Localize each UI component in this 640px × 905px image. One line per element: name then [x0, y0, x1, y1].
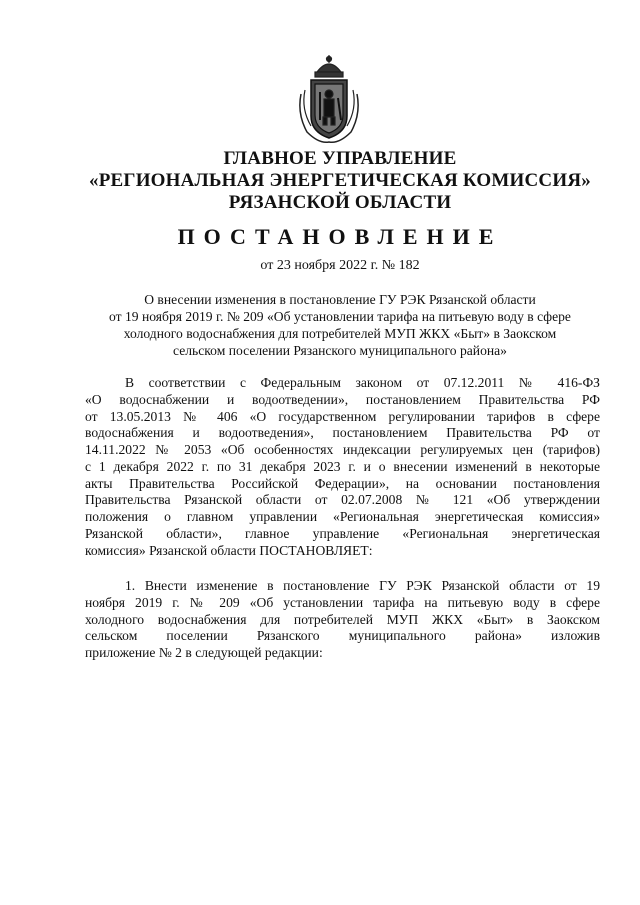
subject-line: О внесении изменения в постановление ГУ РЭК Рязанской области: [144, 292, 536, 307]
coat-of-arms-icon: [297, 54, 361, 144]
agency-line-1: ГЛАВНОЕ УПРАВЛЕНИЕ: [223, 148, 457, 169]
paragraph-line: положения о главном управлении «Региональная энергетическая комиссия»: [85, 509, 600, 524]
paragraph-line: холодного водоснабжения для потребителей МУП ЖКХ «Быт» в Заокском: [85, 611, 600, 627]
agency-name: [60, 148, 620, 214]
item-1-paragraph: [85, 578, 600, 662]
paragraph-line: «О водоснабжении и водоотведении», постановлением Правительства РФ: [85, 391, 600, 407]
paragraph-line: сельском поселении Рязанского муниципального района» изложив: [85, 628, 600, 644]
paragraph-line: приложение № 2 в следующей редакции:: [85, 645, 323, 660]
subject-line: от 19 ноября 2019 г. № 209 «Об установлении тарифа на питьевую воду в сфере: [109, 309, 571, 324]
preamble-paragraph: [85, 375, 600, 559]
paragraph-line: с 1 декабря 2022 г. по 31 декабря 2023 г. и о внесении изменений в некоторые: [85, 458, 600, 474]
paragraph-line: акты Правительства Российской Федерации», на основании постановления: [85, 475, 600, 491]
document-subject: [66, 291, 614, 359]
paragraph-line: Рязанской области», главное управление «Региональная энергетическая: [85, 525, 600, 541]
paragraph-line: В соответствии с Федеральным законом от 07.12.2011 № 416-ФЗ: [125, 375, 600, 390]
paragraph-line: комиссия» Рязанской области ПОСТАНОВЛЯЕТ:: [85, 542, 373, 558]
agency-line-2: «РЕГИОНАЛЬНАЯ ЭНЕРГЕТИЧЕСКАЯ КОМИССИЯ»: [89, 170, 591, 191]
subject-line: холодного водоснабжения для потребителей МУП ЖКХ «Быт» в Заокском: [123, 326, 557, 341]
paragraph-line: Правительства Рязанской области от 02.07.2008 № 121 «Об утверждении: [85, 492, 600, 508]
paragraph-line: от 13.05.2013 № 406 «О государственном регулировании тарифов в сфере: [85, 408, 600, 424]
agency-line-3: РЯЗАНСКОЙ ОБЛАСТИ: [228, 192, 452, 213]
document-type: ПОСТАНОВЛЕНИЕ: [177, 224, 503, 249]
subject-line: сельском поселении Рязанского муниципального района»: [173, 343, 507, 358]
paragraph-line: ноября 2019 г. № 209 «Об установлении тарифа на питьевую воду в сфере: [85, 594, 600, 610]
document-date-number: от 23 ноября 2022 г. № 182: [260, 258, 420, 273]
paragraph-line: 1. Внести изменение в постановление ГУ РЭК Рязанской области от 19: [125, 578, 600, 593]
paragraph-line: 14.11.2022 № 2053 «Об особенностях индексации регулируемых цен (тарифов): [85, 442, 600, 457]
paragraph-line: водоснабжения и водоотведения», постановлением Правительства РФ от: [85, 425, 600, 441]
